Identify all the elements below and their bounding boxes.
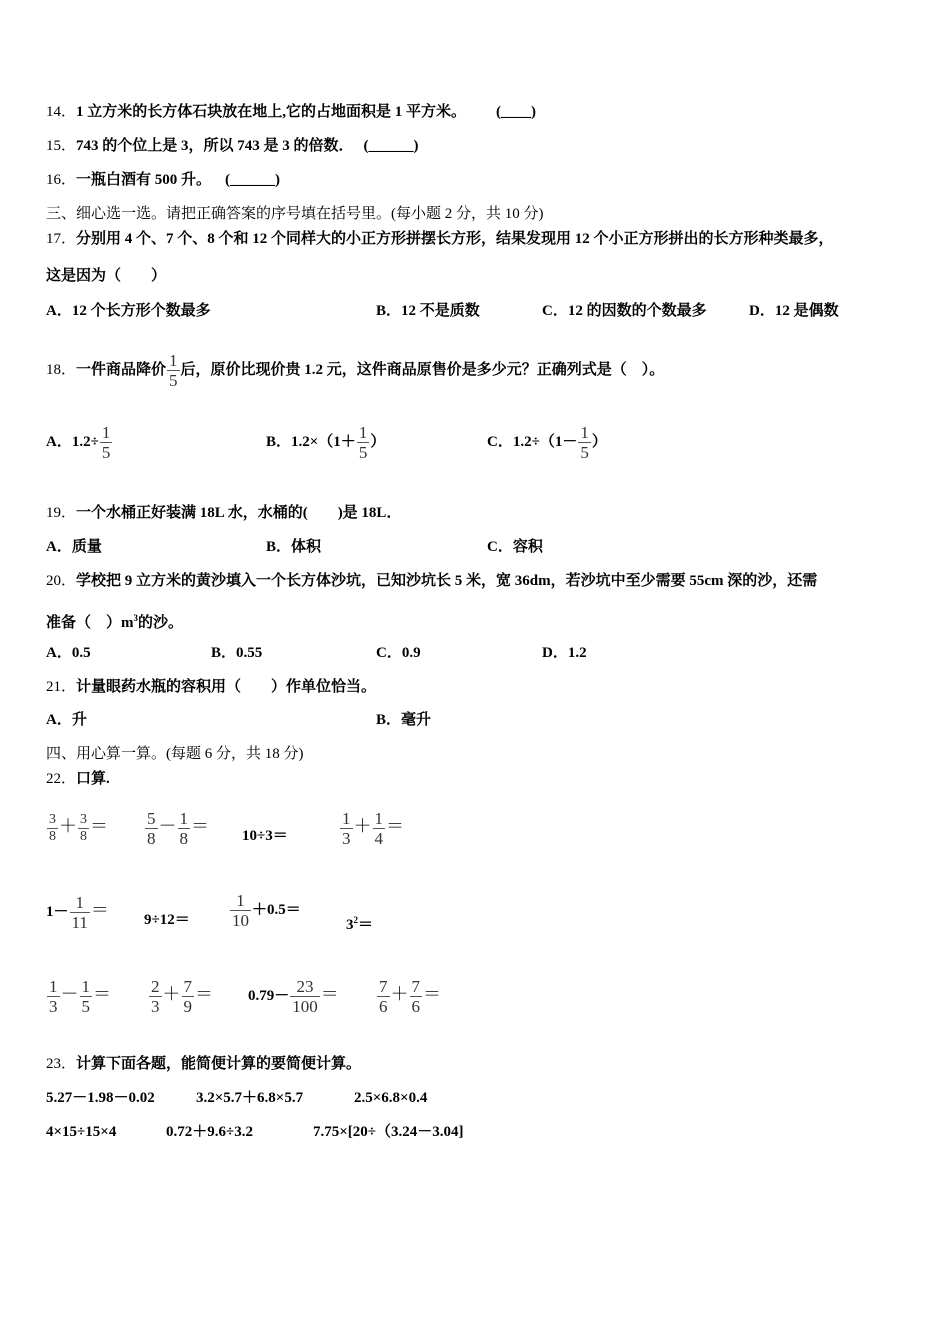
question-number: 22．: [46, 771, 77, 787]
option-c[interactable]: C．1.2÷（1－ $\frac{1}{5}$ ）: [487, 423, 607, 463]
mental-calc-7: $\frac{1}{10}$ ＋0.5＝: [232, 891, 301, 931]
option-a[interactable]: A．1.2÷ $\frac{1}{5}$: [46, 423, 111, 463]
calc-expression: 7.75×[20÷（3.24－3.04]: [313, 1124, 464, 1140]
option-b[interactable]: B．体积: [266, 539, 322, 555]
question-15: [46, 136, 419, 156]
option-b[interactable]: B．0.55: [211, 645, 263, 661]
question-text-post: 后，原价比现价贵 1.2 元，这件商品原售价是多少元？正确列式是（ ）。: [180, 362, 665, 378]
calc-expression: 4×15÷15×4: [46, 1124, 117, 1140]
mental-calc-1: $\frac{3}{8}$ ＋ $\frac{3}{8}$ ＝: [49, 812, 108, 845]
section-3-heading: 三、细心选一选。请把正确答案的序号填在括号里。(每小题 2 分，共 10 分): [46, 206, 544, 222]
question-number: 15．: [46, 138, 77, 154]
option-c[interactable]: C．0.9: [376, 645, 421, 661]
question-number: 19．: [46, 505, 77, 521]
question-number: 18．: [46, 362, 77, 378]
answer-blank: (______): [225, 172, 281, 188]
question-text: 一个水桶正好装满 18L 水，水桶的( )是 18L．: [76, 505, 402, 521]
calc-expression: 5.27－1.98－0.02: [46, 1090, 155, 1106]
question-text: 1 立方米的长方体石块放在地上,它的占地面积是 1 平方米。: [76, 104, 467, 120]
question-17-line-2: 这是因为（ ）: [46, 268, 167, 284]
question-18: [46, 350, 664, 390]
question-17-line-1: [46, 229, 834, 249]
question-number: 14．: [46, 104, 77, 120]
section-4-heading: 四、用心算一算。(每题 6 分，共 18 分): [46, 746, 304, 762]
question-text: 一瓶白酒有 500 升。: [76, 172, 212, 188]
option-b[interactable]: B．毫升: [376, 712, 432, 728]
mental-calc-2: $\frac{5}{8}$ － $\frac{1}{8}$ ＝: [147, 809, 209, 849]
question-text-pre: 一件商品降价: [76, 362, 167, 378]
option-b[interactable]: B．12 不是质数: [376, 303, 480, 319]
question-16: [46, 170, 280, 190]
mental-calc-5: 1－ $\frac{1}{11}$ ＝: [46, 893, 109, 933]
question-23: [46, 1054, 361, 1074]
mental-calc-6: 9÷12＝: [144, 912, 190, 928]
option-a[interactable]: A．0.5: [46, 645, 91, 661]
question-text: 学校把 9 立方米的黄沙填入一个长方体沙坑，已知沙坑长 5 米，宽 36dm，若沙坑中至少需要 55cm 深的沙，还需: [76, 573, 818, 589]
option-c[interactable]: C．容积: [487, 539, 543, 555]
mental-calc-4: $\frac{1}{3}$ ＋ $\frac{1}{4}$ ＝: [342, 809, 404, 849]
mental-calc-3: 10÷3＝: [242, 828, 288, 844]
question-text: 743 的个位上是 3，所以 743 是 3 的倍数．: [76, 138, 354, 154]
option-a[interactable]: A．升: [46, 712, 87, 728]
option-b[interactable]: B．1.2×（1＋ $\frac{1}{5}$ ）: [266, 423, 386, 463]
question-text: 计算下面各题，能简便计算的要简便计算。: [76, 1056, 362, 1072]
calc-expression: 3.2×5.7＋6.8×5.7: [196, 1090, 304, 1106]
fraction: $\frac{1}{5}$: [169, 351, 178, 391]
question-19: [46, 503, 401, 523]
question-number: 23．: [46, 1056, 77, 1072]
mental-calc-10: $\frac{2}{3}$ ＋ $\frac{7}{9}$ ＝: [151, 977, 213, 1017]
mental-calc-11: 0.79－ $\frac{23}{100}$ ＝: [248, 977, 339, 1017]
question-number: 21．: [46, 679, 77, 695]
question-number: 17．: [46, 231, 77, 247]
calc-expression: 2.5×6.8×0.4: [354, 1090, 428, 1106]
option-c[interactable]: C．12 的因数的个数最多: [542, 303, 707, 319]
question-20-line-2: 准备（ ）$m^3$的沙。: [46, 613, 184, 631]
option-a[interactable]: A．质量: [46, 539, 102, 555]
option-a[interactable]: A．12 个长方形个数最多: [46, 303, 211, 319]
question-text: 分别用 4 个、7 个、8 个和 12 个同样大的小正方形拼摆长方形，结果发现用 12 个小正方形拼出的长方形种类最多，: [76, 231, 834, 247]
option-d[interactable]: D．12 是偶数: [749, 303, 839, 319]
question-20-line-1: [46, 571, 817, 591]
question-number: 20．: [46, 573, 77, 589]
mental-calc-8: $3^2=$: [346, 915, 374, 933]
question-text: 计量眼药水瓶的容积用（ ）作单位恰当。: [76, 679, 377, 695]
question-text: 口算.: [76, 771, 110, 787]
question-22: [46, 769, 110, 789]
answer-blank: (______): [363, 138, 419, 154]
answer-blank: (____): [496, 104, 537, 120]
question-21: [46, 677, 376, 697]
mental-calc-9: $\frac{1}{3}$ － $\frac{1}{5}$ ＝: [49, 977, 111, 1017]
question-14: [46, 102, 536, 122]
option-d[interactable]: D．1.2: [542, 645, 587, 661]
mental-calc-12: $\frac{7}{6}$ ＋ $\frac{7}{6}$ ＝: [379, 977, 441, 1017]
question-number: 16．: [46, 172, 77, 188]
calc-expression: 0.72＋9.6÷3.2: [166, 1124, 253, 1140]
